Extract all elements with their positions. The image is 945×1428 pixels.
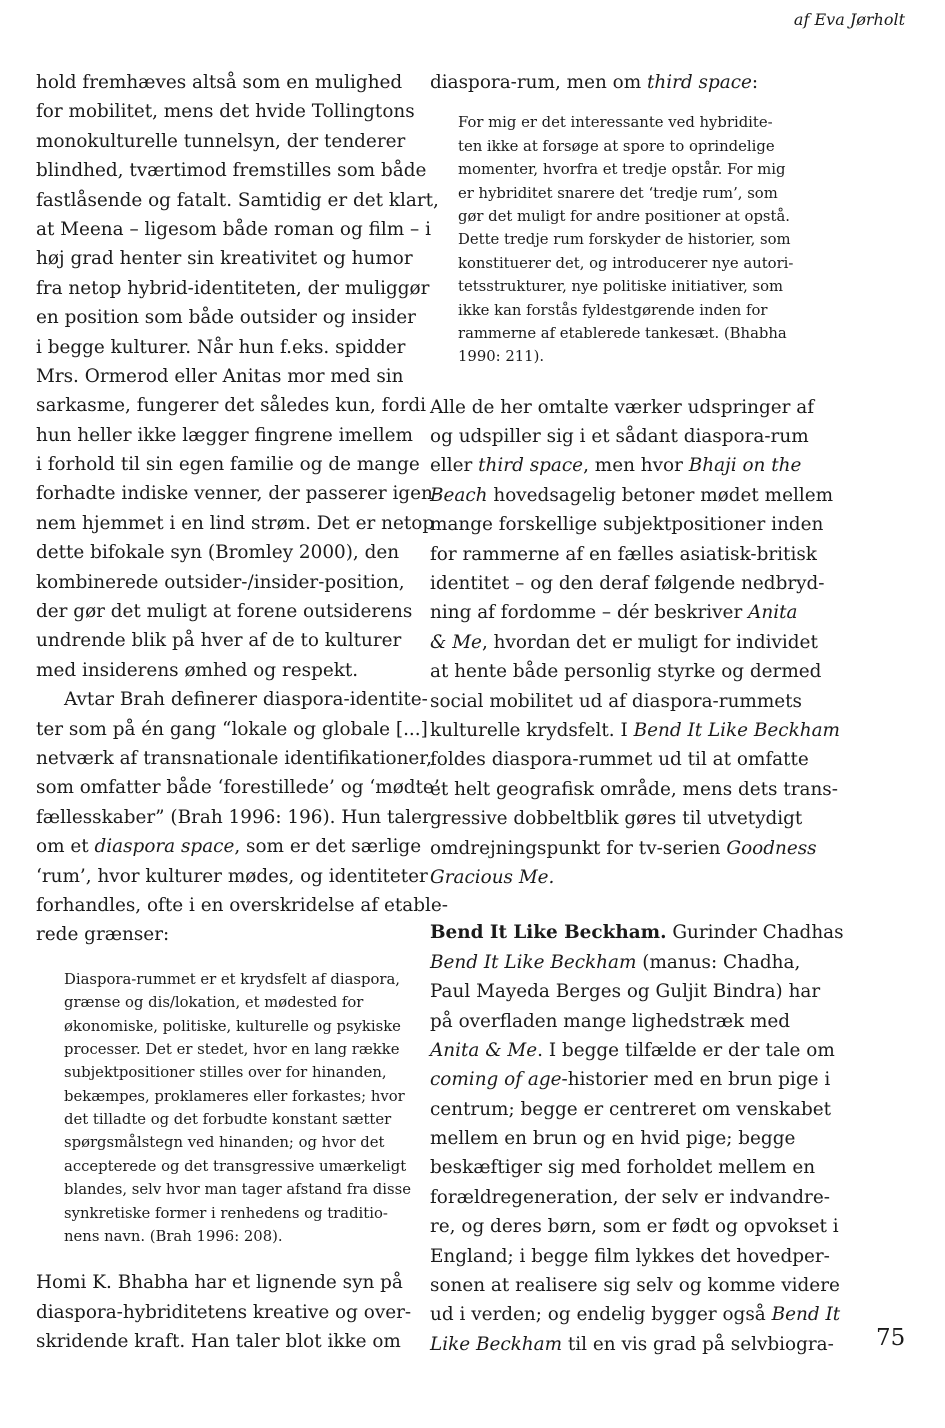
text-line: i forhold til sin egen familie og de mange [36,454,420,476]
text-line: hun heller ikke lægger fingrene imellem [36,424,413,446]
text-line: rammerne af etablerede tankesæt. (Bhabha [458,324,787,342]
text-line: Avtar Brah definerer diaspora-identite- [64,689,428,711]
italic-title: Beach [430,484,488,506]
text-line: foldes diaspora-rummet ud til at omfatte [430,749,809,771]
text-run: eller [430,455,479,477]
text-line: hold fremhæves altså som en mulighed [36,72,403,93]
text-line: ten ikke at forsøge at spore to oprindelige [458,137,775,155]
text-line: Homi K. Bhabha har et lignende syn på [36,1272,403,1294]
text-line: for mobilitet, mens det hvide Tollingtons [36,101,415,123]
running-header: af Eva Jørholt [793,10,905,29]
text-line: det tilladte og det forbudte konstant sætter [64,1111,392,1129]
section-heading: Bend It Like Beckham. [430,922,667,944]
page-number: 75 [876,1325,906,1351]
text-line: re, og deres børn, som er født og opvokset i [430,1216,839,1238]
right-block-quote [430,111,808,368]
text-line [430,1330,834,1359]
left-paragraph-1 [36,68,440,685]
text-line: gør det muligt for andre positioner at opstå. [458,207,790,225]
text-line [430,68,808,97]
text-line [36,832,422,861]
text-line: Mrs. Ormerod eller Anitas mor med sin [36,365,404,387]
text-line: Gracious Me. [430,866,555,888]
text-line: 1990: 211). [458,348,545,366]
text-line: England; i begge film lykkes det hovedper- [430,1245,830,1267]
italic-title: Bhaji on the [688,455,802,477]
text-line: beskæftiger sig med forholdet mellem en [430,1157,816,1179]
text-run: ning af fordomme – dér beskriver [430,602,749,624]
text-line: forhadte indiske venner, der passerer igen- [36,483,440,505]
text-line: diaspora-hybriditetens kreative og over- [36,1301,412,1323]
text-line: forældregeneration, der selv er indvandre- [430,1186,830,1208]
italic-title: Anita [748,602,798,624]
text-line: som omfatter både ‘forestillede’ og ‘mødte’ [36,777,440,799]
italic-title: Bend It [771,1304,841,1326]
text-line [430,628,818,657]
text-line: ikke kan forstås fyldestgørende inden for [458,301,768,319]
text-line: netværk af transnationale identifikationer, [36,747,432,769]
text-line: fællesskaber” (Brah 1996: 196). Hun taler [36,806,431,828]
text-line: at Meena – ligesom både roman og film – i [36,218,431,240]
text-line: For mig er det interessante ved hybridite- [458,114,773,132]
italic-title: Bend It Like Beckham [633,719,840,741]
text-line: blindhed, tværtimod fremstilles som både [36,160,427,182]
text-line: identitet – og den deraf følgende nedbryd- [430,573,825,595]
text-run: , men hvor [583,455,689,477]
text-line [430,918,844,947]
italic-title: Anita & Me [430,1039,538,1061]
left-column [36,68,448,1357]
text-line [430,451,808,480]
text-run: hovedsagelig betoner mødet mellem [487,484,834,506]
text-line: høj grad henter sin kreativitet og humor [36,248,413,270]
text-line: et helt geografisk område, mens dets trans- [430,778,838,800]
text-line: mange forskellige subjektpositioner inden [430,514,824,536]
text-line: processer. Det er stedet, hvor en lang række [64,1040,400,1058]
text-run: : [751,72,759,93]
text-line: der gør det muligt at forene outsiderens [36,601,413,623]
text-line: er hybriditet snarere det ‘tredje rum’, som [458,184,778,202]
text-line: bekæmpes, proklameres eller forkastes; hvor [64,1087,405,1105]
text-line: en position som både outsider og insider [36,307,416,329]
text-line: at hente både personlig styrke og dermed [430,661,822,683]
text-line: blandes, selv hvor man tager afstand fra disse [64,1181,411,1199]
italic-title: Goodness [726,837,817,859]
text-line: accepterede og det transgressive umærkeligt [64,1157,407,1175]
text-line: ‘rum’, hvor kulturer mødes, og identiteter [36,865,428,887]
text-line: tetsstrukturer, nye politiske initiativer, som [458,278,784,296]
text-line: undrende blik på hver af de to kulturer [36,630,402,652]
right-column [430,68,844,1359]
text-line [430,481,834,510]
text-line: ter som på én gang “lokale og globale [...] [36,718,428,740]
left-paragraph-2 [36,685,448,950]
text-line: spørgsmålstegn ved hinanden; og hvor det [64,1134,385,1152]
italic-title: Like Beckham [430,1333,563,1355]
italic-term: coming of age [430,1069,562,1091]
text-run: ud i verden; og endelig bygger også [430,1304,772,1326]
text-run: , som er det særlige [234,836,422,858]
text-line: økonomiske, politiske, kulturelle og psykiske [64,1017,401,1035]
left-block-quote [36,968,411,1249]
text-line: Dette tredje rum forskyder de historier, som [458,231,791,249]
italic-title: & Me [430,631,482,653]
text-line [430,598,808,627]
text-line: Diaspora-rummet er et krydsfelt af diaspora, [64,970,400,988]
text-run: om et [36,836,95,858]
italic-term: third space [478,455,584,477]
text-line: rede grænser: [36,924,170,946]
text-line [430,1065,831,1094]
text-line [430,948,808,977]
text-line [430,1300,841,1329]
text-line: Paul Mayeda Berges og Guljit Bindra) har [430,981,821,1003]
text-line: momenter, hvorfra et tredje opstår. For mig [458,161,786,179]
text-line: Alle de her omtalte værker udspringer af [430,396,815,418]
text-line: subjektpositioner stilles over for hinanden, [64,1064,387,1082]
text-line: dette bifokale syn (Bromley 2000), den [36,542,400,564]
italic-term: diaspora space [94,836,235,858]
text-line: mellem en brun og en hvid pige; begge [430,1128,796,1150]
italic-term: third space [647,72,752,93]
right-paragraph-2 [430,918,844,1359]
text-run: (manus: Chadha, [636,951,801,973]
text-line: med insiderens ømhed og respekt. [36,659,359,681]
text-run: omdrejningspunkt for tv-serien [430,837,727,859]
text-line: sarkasme, fungerer det således kun, fordi [36,395,427,417]
text-line: social mobilitet ud af diaspora-rummets [430,690,802,712]
text-line: grænse og dis/lokation, et mødested for [64,994,364,1012]
text-line: og udspiller sig i et sådant diaspora-rum [430,426,809,448]
text-line: fra netop hybrid-identiteten, der muliggør [36,277,430,299]
text-line: gressive dobbeltblik gøres til utvetydigt [430,808,803,830]
text-line [430,716,840,745]
text-line: for rammerne af en fælles asiatisk-britisk [430,543,817,565]
text-run: -historier med en brun pige i [561,1069,831,1091]
text-line: forhandles, ofte i en overskridelse af etable- [36,894,448,916]
text-line: sonen at realisere sig selv og komme videre [430,1275,840,1297]
text-line: konstituerer det, og introducerer nye autori- [458,254,794,272]
text-run: til en vis grad på selvbiogra- [562,1333,834,1355]
text-line [430,1036,835,1065]
text-line: nens navn. (Brah 1996: 208). [64,1228,283,1246]
text-run: Gurinder Chadhas [666,922,844,944]
text-line: fastlåsende og fatalt. Samtidig er det klart, [36,189,439,211]
text-line: på overfladen mange lighedstræk med [430,1010,791,1032]
text-run: diaspora-rum, men om [430,72,648,93]
text-line: nem hjemmet i en lind strøm. Det er netop [36,512,435,534]
text-line: kombinerede outsider-/insider-position, [36,571,405,593]
right-paragraph-1 [430,393,840,893]
text-line: skridende kraft. Han taler blot ikke om [36,1331,401,1353]
text-run: kulturelle krydsfelt. I [430,719,634,741]
left-paragraph-3 [36,1268,412,1356]
text-line [430,834,817,863]
italic-title: Bend It Like Beckham [430,951,637,973]
text-line: i begge kulturer. Når hun f.eks. spidder [36,336,406,358]
text-line: synkretiske former i renhedens og traditio- [64,1204,388,1222]
text-run: . I begge tilfælde er der tale om [537,1039,835,1061]
text-line: centrum; begge er centreret om venskabet [430,1098,832,1120]
text-run: , hvordan det er muligt for individet [481,631,818,653]
text-line: monokulturelle tunnelsyn, der tenderer [36,130,406,152]
